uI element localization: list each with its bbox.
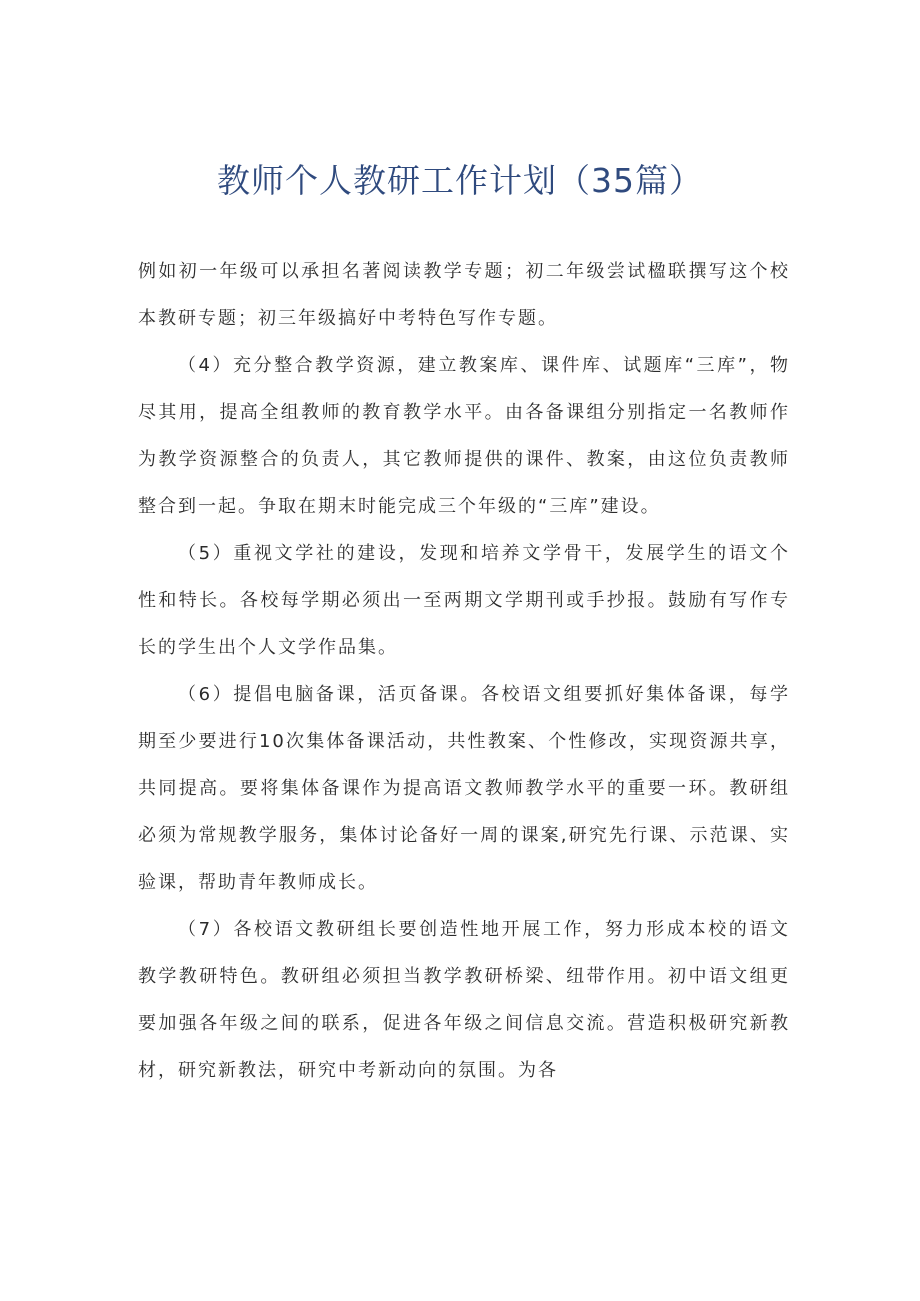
paragraph-3: （5）重视文学社的建设，发现和培养文学骨干，发展学生的语文个性和特长。各校每学期必须出一至两期文学期刊或手抄报。鼓励有写作专长的学生出个人文学作品集。 <box>138 543 790 658</box>
paragraph-5: （7）各校语文教研组长要创造性地开展工作，努力形成本校的语文教学教研特色。教研组必须担当教学教研桥梁、纽带作用。初中语文组更要加强各年级之间的联系，促进各年级之间信息交流。营造积极研究新教材，研究新教法，研究中考新动向的氛围。为各 <box>138 919 790 1081</box>
document-body <box>138 248 790 1094</box>
document-title: 教师个人教研工作计划（35篇） <box>217 161 703 200</box>
paragraph-1: 例如初一年级可以承担名著阅读教学专题；初二年级尝试楹联撰写这个校本教研专题；初三年级搞好中考特色写作专题。 <box>138 261 790 329</box>
paragraph-4: （6）提倡电脑备课，活页备课。各校语文组要抓好集体备课，每学期至少要进行10次集体备课活动，共性教案、个性修改，实现资源共享，共同提高。要将集体备课作为提高语文教师教学水平的重要一环。教研组必须为常规教学服务，集体讨论备好一周的课案,研究先行课、示范课、实验课，帮助青年教师成长。 <box>138 684 790 893</box>
paragraph-2: （4）充分整合教学资源，建立教案库、课件库、试题库“三库”，物尽其用，提高全组教师的教育教学水平。由各备课组分别指定一名教师作为教学资源整合的负责人，其它教师提供的课件、教案，由这位负责教师整合到一起。争取在期末时能完成三个年级的“三库”建设。 <box>138 355 790 517</box>
